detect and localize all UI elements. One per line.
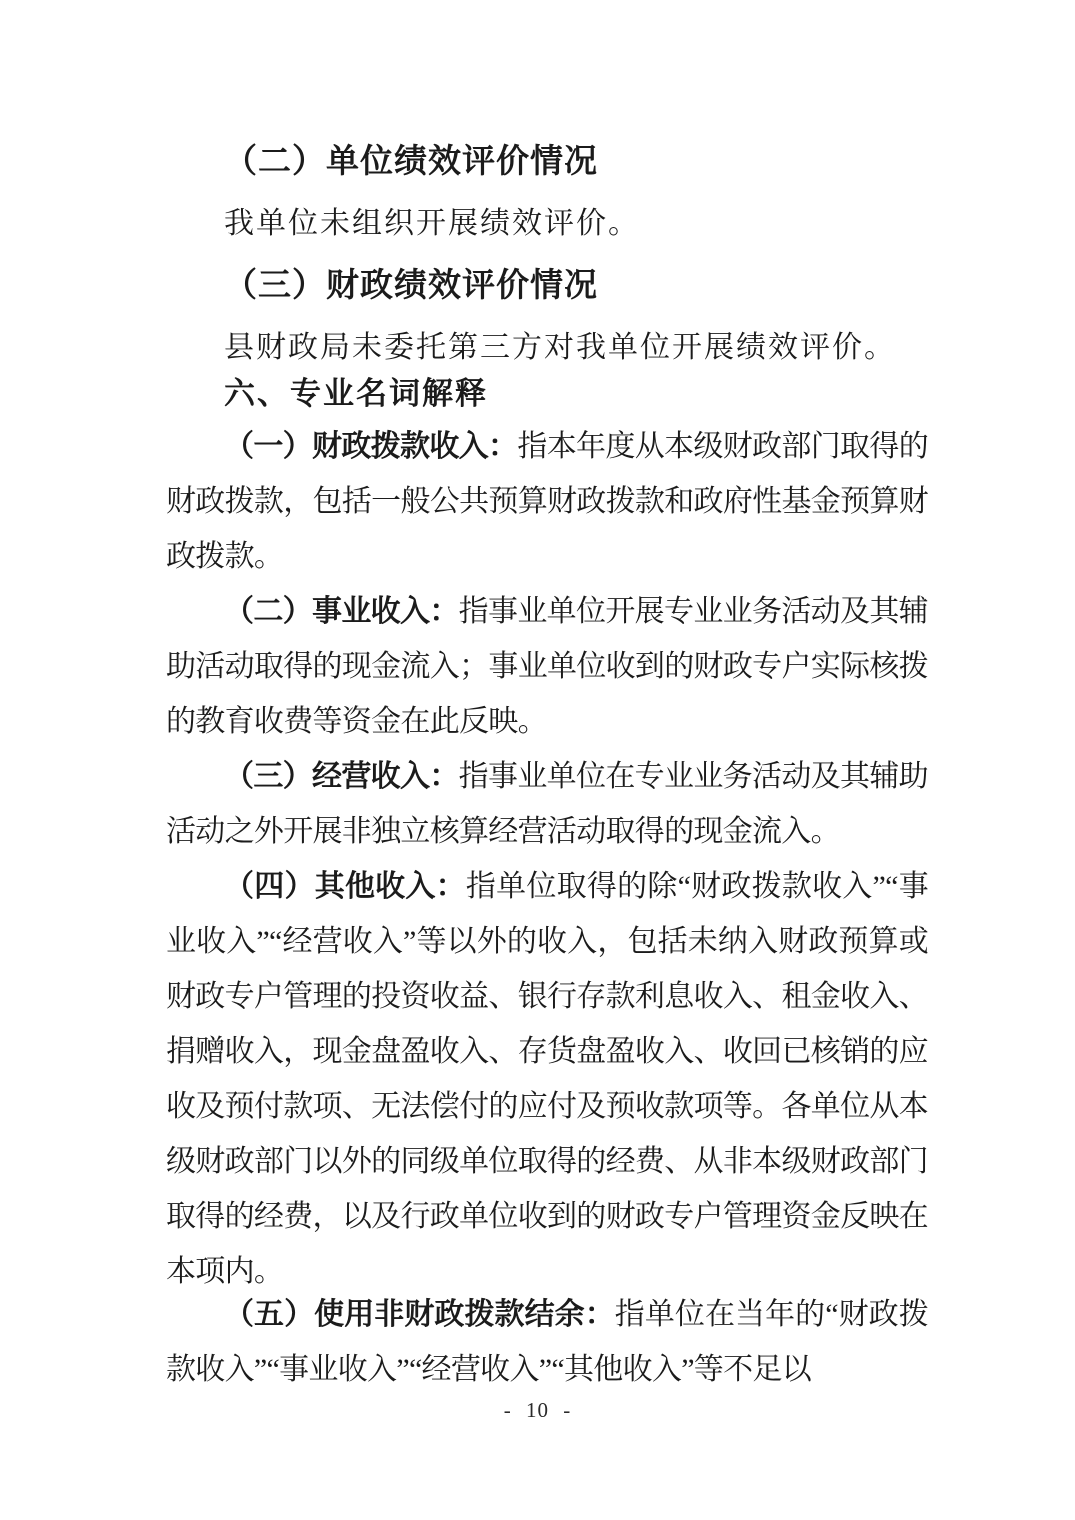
term-fiscal-appropriation-income <box>166 419 928 584</box>
term-definition: 指单位取得的除“财政拨款收入”“事业收入”“经营收入”等以外的收入，包括未纳入财政预算或财政专户管理的投资收益、银行存款利息收入、租金收入、捐赠收入，现金盘盈收入、存货盘盈收入、收回已核销的应收及预付款项、无法偿付的应付及预收款项等。各单位从本级财政部门以外的同级单位取得的经费、从非本级财政部门取得的经费，以及行政单位收到的财政专户管理资金反映在本项内。 <box>166 870 929 1288</box>
term-definition: 指本年度从本级财政部门取得的财政拨款，包括一般公共预算财政拨款和政府性基金预算财政拨款。 <box>166 430 929 573</box>
term-other-income <box>166 859 928 1299</box>
term-operating-income <box>166 749 928 859</box>
term-lead: （四）其他收入： <box>224 870 466 903</box>
term-non-fiscal-appropriation-balance <box>166 1287 928 1397</box>
term-definition: 指事业单位开展专业业务活动及其辅助活动取得的现金流入；事业单位收到的财政专户实际核拨的教育收费等资金在此反映。 <box>166 595 928 738</box>
subheading-unit-performance-evaluation: （二）单位绩效评价情况 <box>224 144 598 180</box>
paragraph-unit-evaluation-status: 我单位未组织开展绩效评价。 <box>224 207 640 240</box>
page-number: - 10 - <box>503 1398 572 1422</box>
chapter-heading-terminology: 六、专业名词解释 <box>224 376 488 411</box>
term-lead: （三）经营收入： <box>224 760 459 793</box>
page-body <box>166 131 928 1397</box>
term-definition: 指单位在当年的“财政拨款收入”“事业收入”“经营收入”“其他收入”等不足以 <box>166 1298 928 1386</box>
subheading-finance-performance-evaluation: （三）财政绩效评价情况 <box>224 268 598 304</box>
term-definition: 指事业单位在专业业务活动及其辅助活动之外开展非独立核算经营活动取得的现金流入。 <box>166 760 928 848</box>
term-lead: （五）使用非财政拨款结余： <box>224 1298 615 1331</box>
paragraph-finance-evaluation-status: 县财政局未委托第三方对我单位开展绩效评价。 <box>224 331 896 364</box>
term-lead: （二）事业收入： <box>224 595 459 628</box>
term-undertaking-income <box>166 584 928 749</box>
term-lead: （一）财政拨款收入： <box>224 430 518 463</box>
